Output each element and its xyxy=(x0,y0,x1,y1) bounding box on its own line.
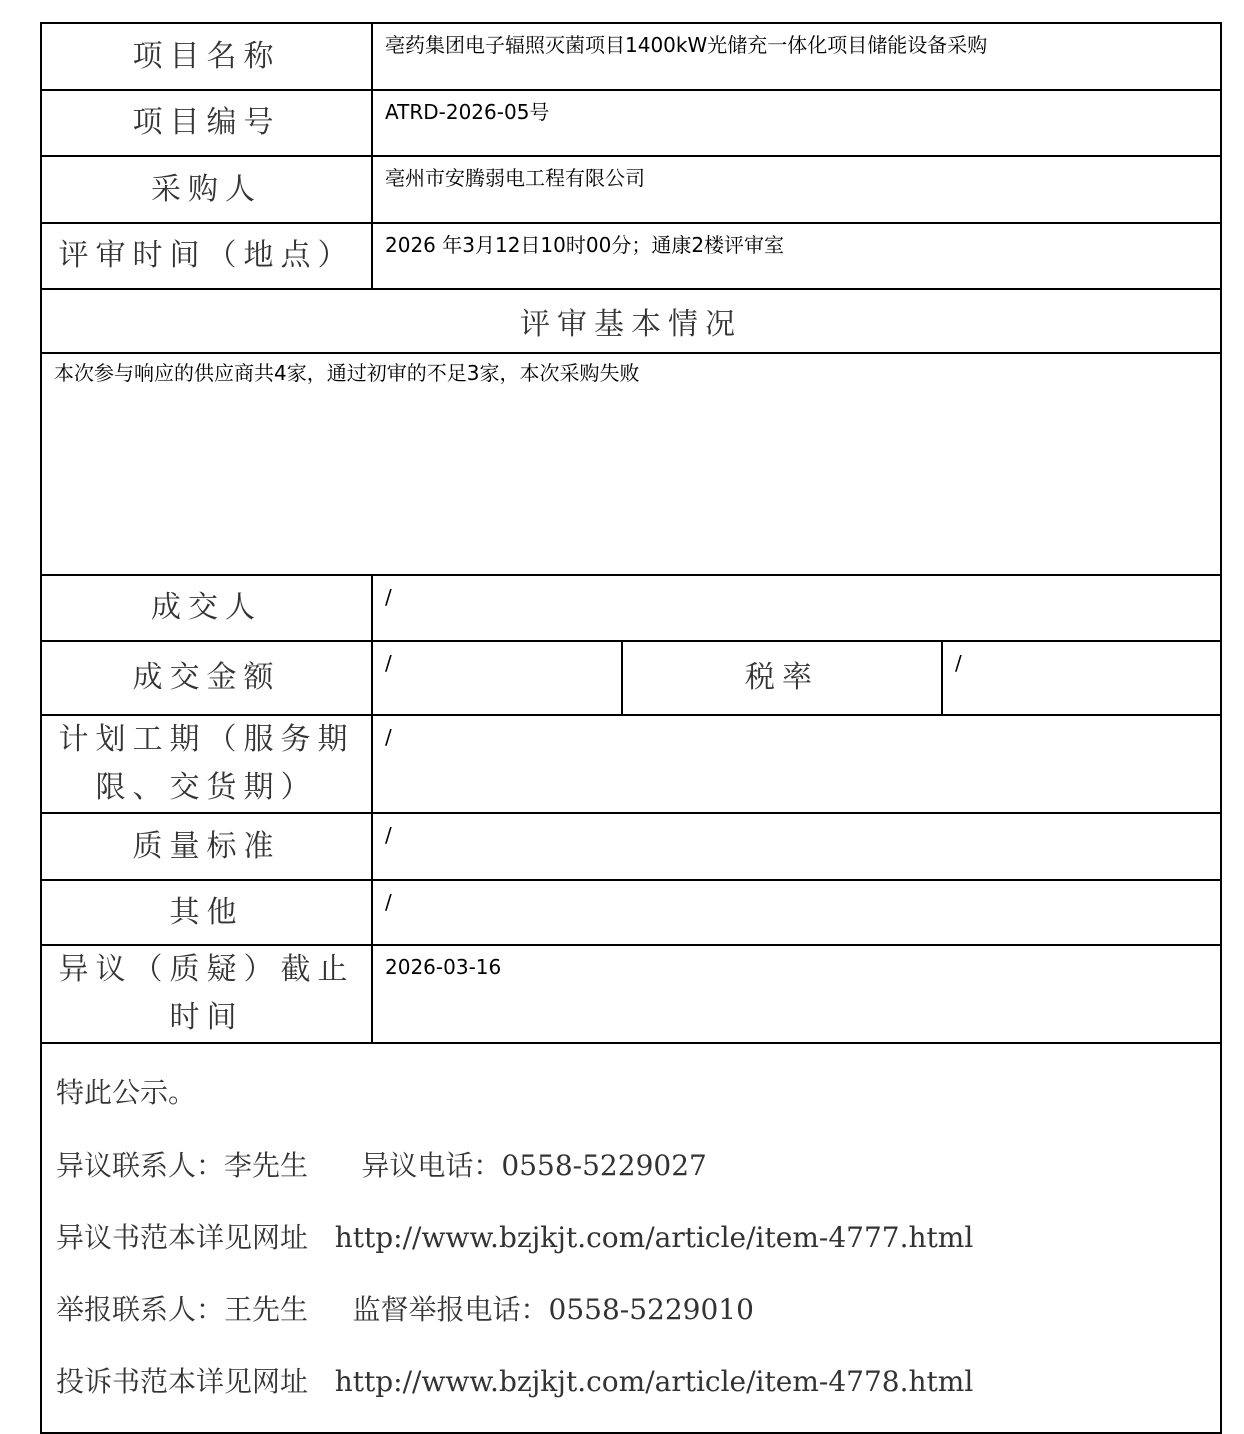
tax-label: 税率 xyxy=(622,641,942,715)
notice-report-contact: 举报联系人：王先生 监督举报电话：0558-5229010 xyxy=(56,1293,754,1326)
period-label: 计划工期（服务期限、交货期） xyxy=(41,715,372,813)
project-no-label: 项目编号 xyxy=(41,90,372,156)
amount-value: / xyxy=(372,641,622,715)
row-period xyxy=(41,715,1221,813)
winner-label: 成交人 xyxy=(41,575,372,641)
notice-objection-contact: 异议联系人：李先生 异议电话：0558-5229027 xyxy=(56,1149,707,1182)
notice-announce: 特此公示。 xyxy=(56,1076,197,1109)
project-name-value: 亳药集团电子辐照灭菌项目1400kW光储充一体化项目储能设备采购 xyxy=(372,23,1221,90)
row-purchaser xyxy=(41,156,1221,223)
row-quality xyxy=(41,813,1221,880)
quality-label: 质量标准 xyxy=(41,813,372,880)
period-value: / xyxy=(372,715,1221,813)
notice-complaint-template-url: 投诉书范本详见网址 http://www.bzjkjt.com/article/item-4778.html xyxy=(56,1365,974,1398)
purchaser-label: 采购人 xyxy=(41,156,372,223)
row-review-summary xyxy=(41,353,1221,575)
row-review-title xyxy=(41,289,1221,353)
row-other xyxy=(41,880,1221,945)
row-project-name xyxy=(41,23,1221,90)
deadline-value: 2026-03-16 xyxy=(372,945,1221,1043)
notice-block xyxy=(41,1043,1221,1433)
announcement-table xyxy=(40,22,1222,1434)
row-project-no xyxy=(41,90,1221,156)
review-time-label: 评审时间（地点） xyxy=(41,223,372,289)
row-amount xyxy=(41,641,1221,715)
project-name-label: 项目名称 xyxy=(41,23,372,90)
other-label: 其他 xyxy=(41,880,372,945)
row-review-time xyxy=(41,223,1221,289)
review-summary: 本次参与响应的供应商共4家，通过初审的不足3家，本次采购失败 xyxy=(41,353,1221,575)
purchaser-value: 亳州市安腾弱电工程有限公司 xyxy=(372,156,1221,223)
amount-label: 成交金额 xyxy=(41,641,372,715)
review-section-title: 评审基本情况 xyxy=(41,289,1221,353)
review-time-value: 2026 年3月12日10时00分；通康2楼评审室 xyxy=(372,223,1221,289)
deadline-label: 异议（质疑）截止时间 xyxy=(41,945,372,1043)
row-winner xyxy=(41,575,1221,641)
quality-value: / xyxy=(372,813,1221,880)
other-value: / xyxy=(372,880,1221,945)
row-notice xyxy=(41,1043,1221,1433)
tax-value: / xyxy=(942,641,1221,715)
project-no-value: ATRD-2026-05号 xyxy=(372,90,1221,156)
row-deadline xyxy=(41,945,1221,1043)
winner-value: / xyxy=(372,575,1221,641)
notice-objection-template-url: 异议书范本详见网址 http://www.bzjkjt.com/article/item-4777.html xyxy=(56,1221,974,1254)
